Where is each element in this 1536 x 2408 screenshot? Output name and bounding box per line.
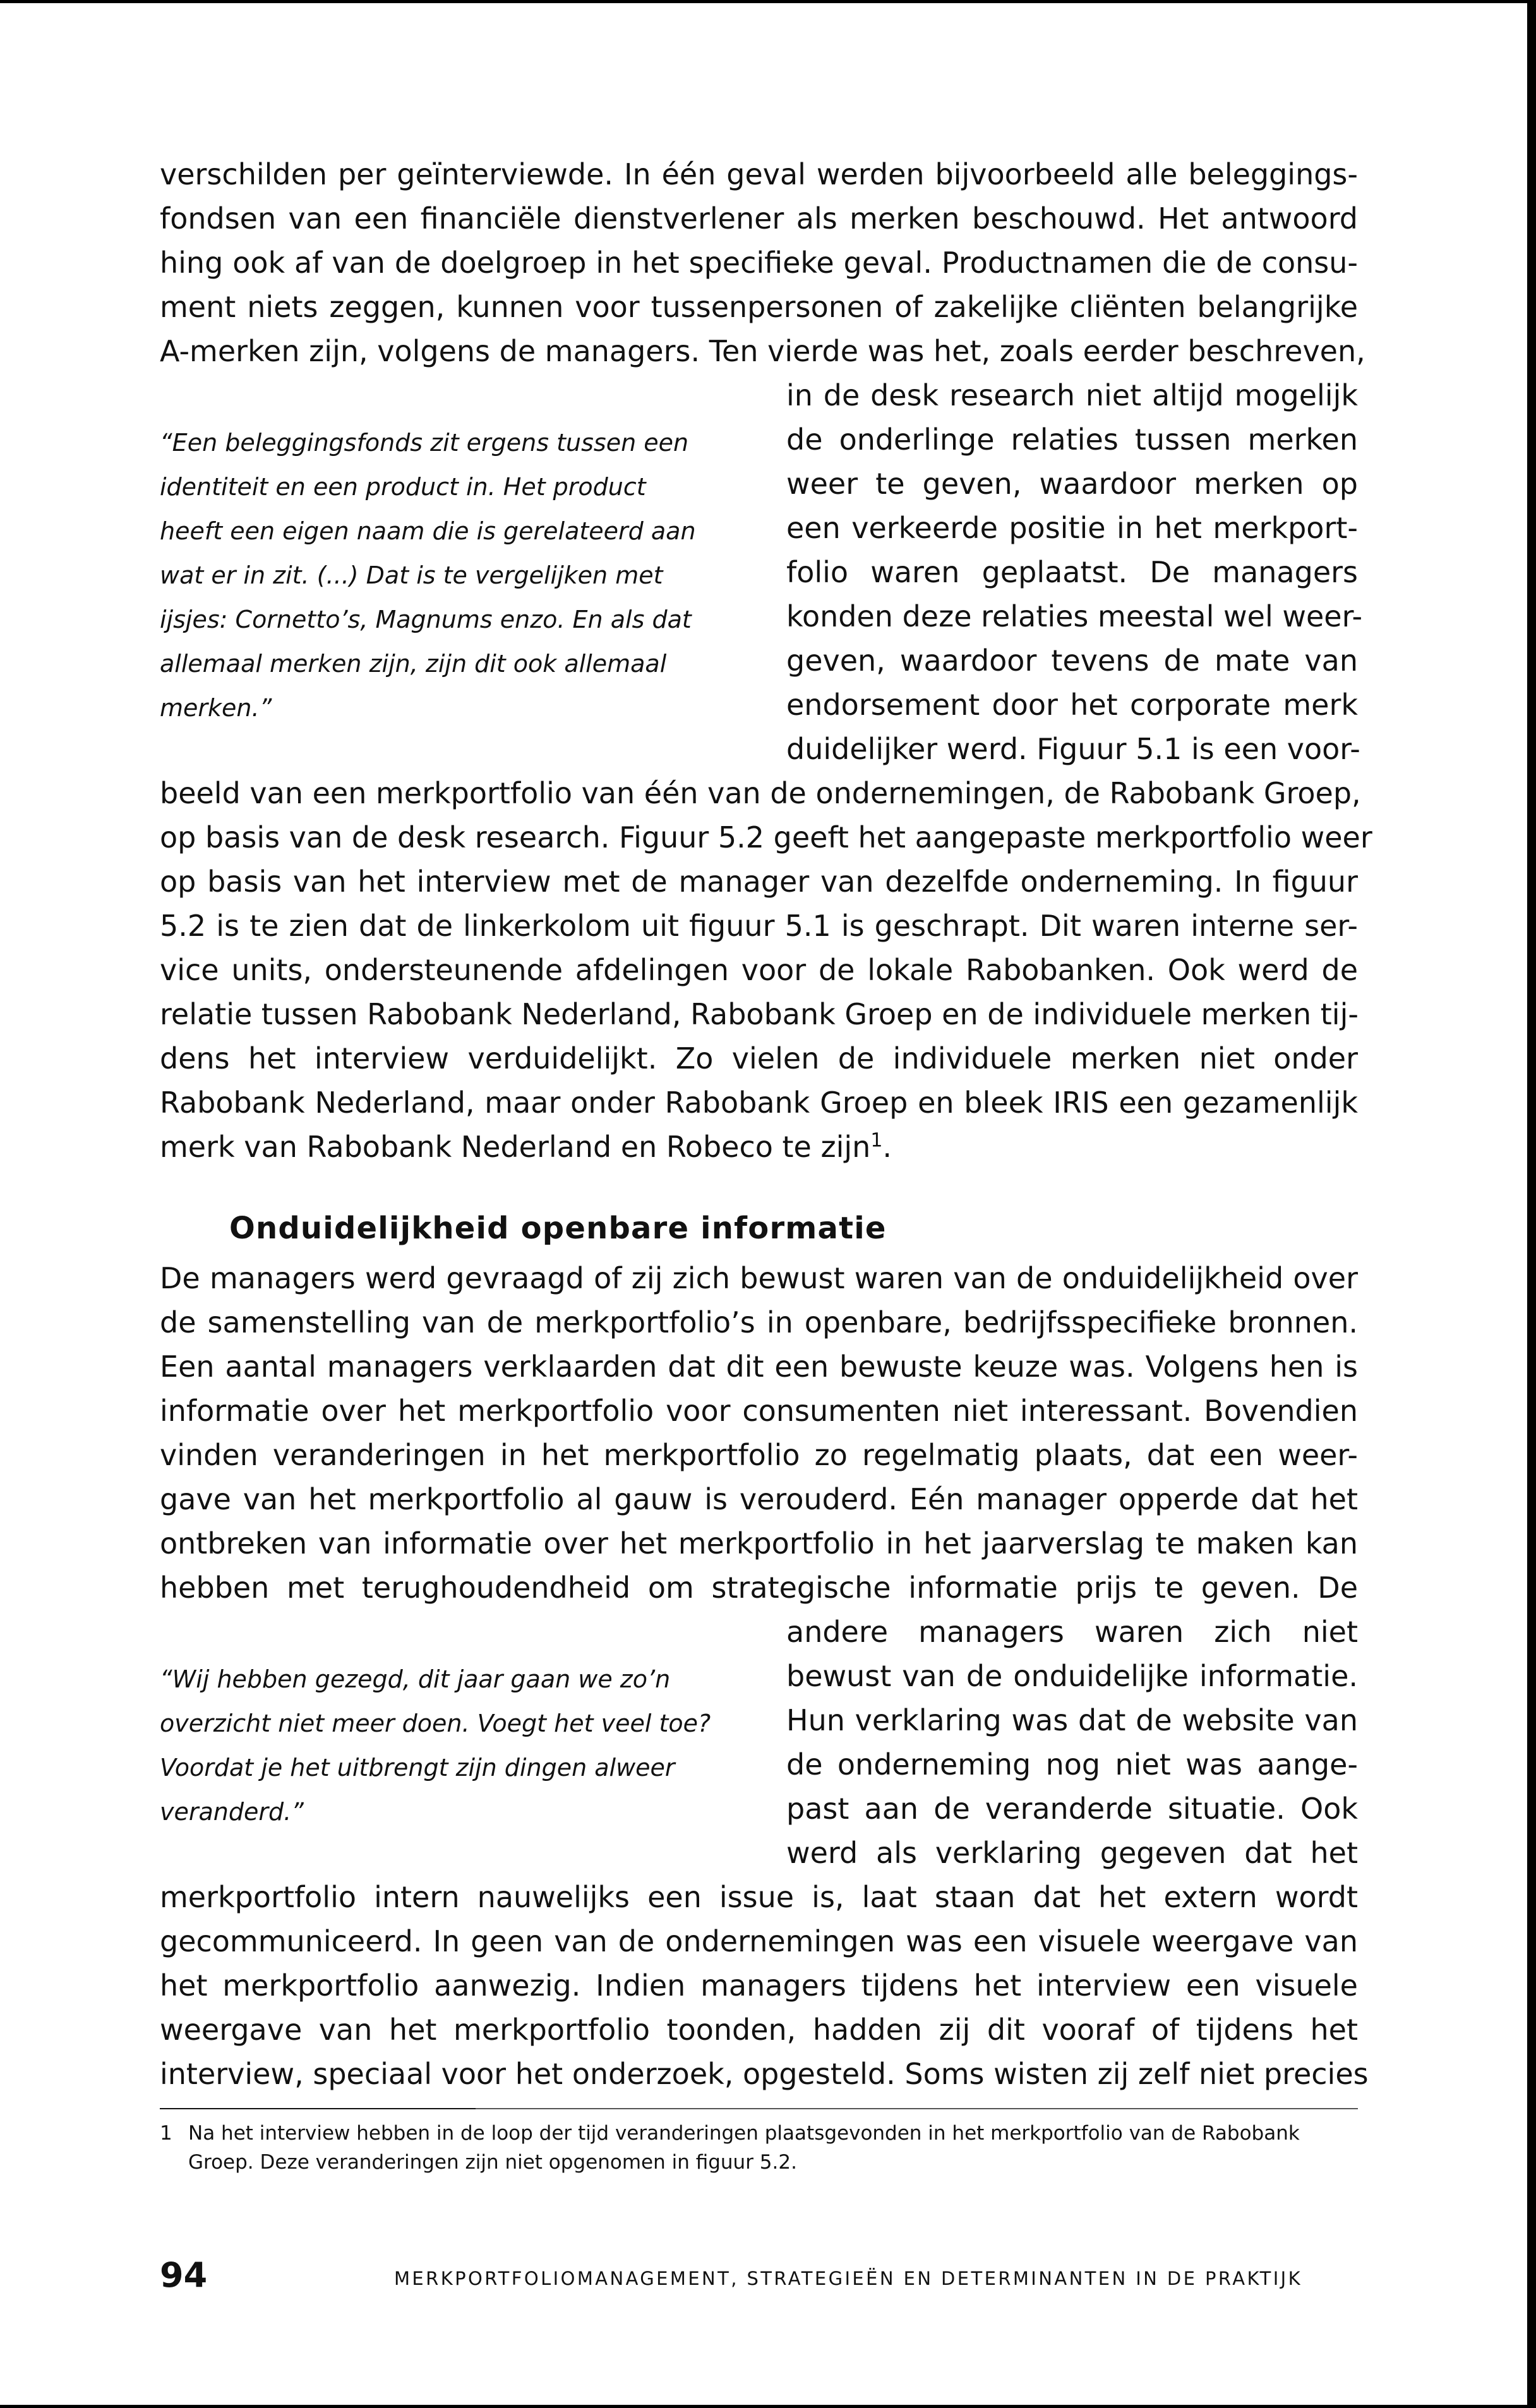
body-line: A-merken zijn, volgens de managers. Ten vierde was het, zoals eerder beschreven, bbox=[160, 334, 1365, 368]
body-line: hing ook af van de doelgroep in het specifieke geval. Productnamen die de consu- bbox=[160, 246, 1358, 280]
body-line: 5.2 is te zien dat de linkerkolom uit figuur 5.1 is geschrapt. Dit waren interne ser- bbox=[160, 909, 1358, 943]
body-line: de samenstelling van de merkportfolio’s in openbare, bedrijfsspecifieke bronnen. bbox=[160, 1305, 1358, 1339]
footnote-separator-extension bbox=[476, 2108, 1358, 2109]
quote-line: merken.” bbox=[160, 694, 272, 722]
quote-line: “Een beleggingsfonds zit ergens tussen een bbox=[160, 429, 689, 457]
side-line: in de desk research niet altijd mogelijk bbox=[786, 378, 1358, 412]
section-heading: Onduidelijkheid openbare informatie bbox=[229, 1211, 887, 1246]
body-line: vinden veranderingen in het merkportfolio zo regelmatig plaats, dat een weer- bbox=[160, 1438, 1358, 1472]
side-line: Hun verklaring was dat de website van bbox=[786, 1703, 1358, 1737]
running-title: MERKPORTFOLIOMANAGEMENT, STRATEGIEËN EN DETERMINANTEN IN DE PRAKTIJK bbox=[394, 2268, 1303, 2289]
quote-line: overzicht niet meer doen. Voegt het veel toe? bbox=[160, 1710, 711, 1737]
footnote-reference[interactable]: 1 bbox=[870, 1129, 883, 1152]
body-line-last bbox=[160, 1128, 1358, 1166]
body-line: verschilden per geïnterviewde. In één geval werden bijvoorbeeld alle beleggings- bbox=[160, 157, 1358, 191]
side-line: weer te geven, waardoor merken op bbox=[786, 467, 1358, 501]
quote-line: veranderd.” bbox=[160, 1798, 304, 1826]
body-line: vice units, ondersteunende afdelingen voor de lokale Rabobanken. Ook werd de bbox=[160, 953, 1358, 987]
page-number: 94 bbox=[160, 2255, 208, 2295]
side-line: een verkeerde positie in het merkport- bbox=[786, 511, 1358, 545]
body-line: gecommuniceerd. In geen van de ondernemingen was een visuele weergave van bbox=[160, 1924, 1358, 1958]
side-line: duidelijker werd. Figuur 5.1 is een voor- bbox=[786, 732, 1360, 766]
quote-line: wat er in zit. (...) Dat is te vergelijken met bbox=[160, 561, 663, 589]
body-line: relatie tussen Rabobank Nederland, Rabobank Groep en de individuele merken tij- bbox=[160, 997, 1359, 1031]
body-line: informatie over het merkportfolio voor consumenten niet interessant. Bovendien bbox=[160, 1394, 1358, 1428]
body-line: gave van het merkportfolio al gauw is verouderd. Eén manager opperde dat het bbox=[160, 1482, 1358, 1516]
body-line: Rabobank Nederland, maar onder Rabobank Groep en bleek IRIS een gezamenlijk bbox=[160, 1086, 1358, 1120]
body-line: merkportfolio intern nauwelijks een issue is, laat staan dat het extern wordt bbox=[160, 1880, 1358, 1914]
side-line: bewust van de onduidelijke informatie. bbox=[786, 1659, 1358, 1693]
body-line-end: . bbox=[882, 1130, 892, 1164]
quote-line: Voordat je het uitbrengt zijn dingen alweer bbox=[160, 1754, 675, 1782]
quote-line: “Wij hebben gezegd, dit jaar gaan we zo’n bbox=[160, 1665, 671, 1693]
side-line: werd als verklaring gegeven dat het bbox=[786, 1836, 1358, 1870]
body-line-text: merk van Rabobank Nederland en Robeco te zijn bbox=[160, 1130, 871, 1164]
footnote-line: Na het interview hebben in de loop der tijd veranderingen plaatsgevonden in het merkportfolio van de Rabobank bbox=[188, 2122, 1300, 2145]
body-line: het merkportfolio aanwezig. Indien managers tijdens het interview een visuele bbox=[160, 1968, 1358, 2003]
body-line: Een aantal managers verklaarden dat dit een bewuste keuze was. Volgens hen is bbox=[160, 1350, 1358, 1384]
body-line: interview, speciaal voor het onderzoek, opgesteld. Soms wisten zij zelf niet precies bbox=[160, 2057, 1369, 2091]
page-border-top bbox=[0, 0, 1536, 3]
body-line: De managers werd gevraagd of zij zich bewust waren van de onduidelijkheid over bbox=[160, 1261, 1358, 1295]
body-line: ontbreken van informatie over het merkportfolio in het jaarverslag te maken kan bbox=[160, 1526, 1358, 1560]
footnote-number: 1 bbox=[160, 2122, 172, 2145]
side-line: endorsement door het corporate merk bbox=[786, 688, 1358, 722]
side-line: de onderneming nog niet was aange- bbox=[786, 1747, 1358, 1782]
body-line: hebben met terughoudendheid om strategische informatie prijs te geven. De bbox=[160, 1571, 1358, 1605]
side-line: andere managers waren zich niet bbox=[786, 1615, 1358, 1649]
page-border-bottom bbox=[0, 2405, 1536, 2408]
side-line: konden deze relaties meestal wel weer- bbox=[786, 599, 1363, 633]
body-line: op basis van de desk research. Figuur 5.2 geeft het aangepaste merkportfolio weer bbox=[160, 820, 1372, 854]
footnote-line: Groep. Deze veranderingen zijn niet opgenomen in figuur 5.2. bbox=[188, 2151, 797, 2174]
body-line: op basis van het interview met de manager van dezelfde onderneming. In figuur bbox=[160, 865, 1358, 899]
side-line: past aan de veranderde situatie. Ook bbox=[786, 1792, 1358, 1826]
body-line: weergave van het merkportfolio toonden, hadden zij dit vooraf of tijdens het bbox=[160, 2013, 1358, 2047]
quote-line: heeft een eigen naam die is gerelateerd aan bbox=[160, 517, 696, 545]
side-line: geven, waardoor tevens de mate van bbox=[786, 644, 1358, 678]
quote-line: identiteit en een product in. Het product bbox=[160, 473, 646, 501]
body-line: dens het interview verduidelijkt. Zo vielen de individuele merken niet onder bbox=[160, 1041, 1358, 1075]
body-line: fondsen van een financiële dienstverlener als merken beschouwd. Het antwoord bbox=[160, 201, 1358, 236]
side-line: folio waren geplaatst. De managers bbox=[786, 555, 1358, 589]
body-line: beeld van een merkportfolio van één van de ondernemingen, de Rabobank Groep, bbox=[160, 776, 1361, 810]
body-line: ment niets zeggen, kunnen voor tussenpersonen of zakelijke cliënten belangrijke bbox=[160, 290, 1358, 324]
footnote-separator bbox=[160, 2108, 476, 2109]
quote-line: ijsjes: Cornetto’s, Magnums enzo. En als dat bbox=[160, 606, 692, 633]
side-line: de onderlinge relaties tussen merken bbox=[786, 422, 1358, 457]
quote-line: allemaal merken zijn, zijn dit ook allemaal bbox=[160, 650, 667, 678]
page-border-right bbox=[1527, 0, 1536, 2408]
